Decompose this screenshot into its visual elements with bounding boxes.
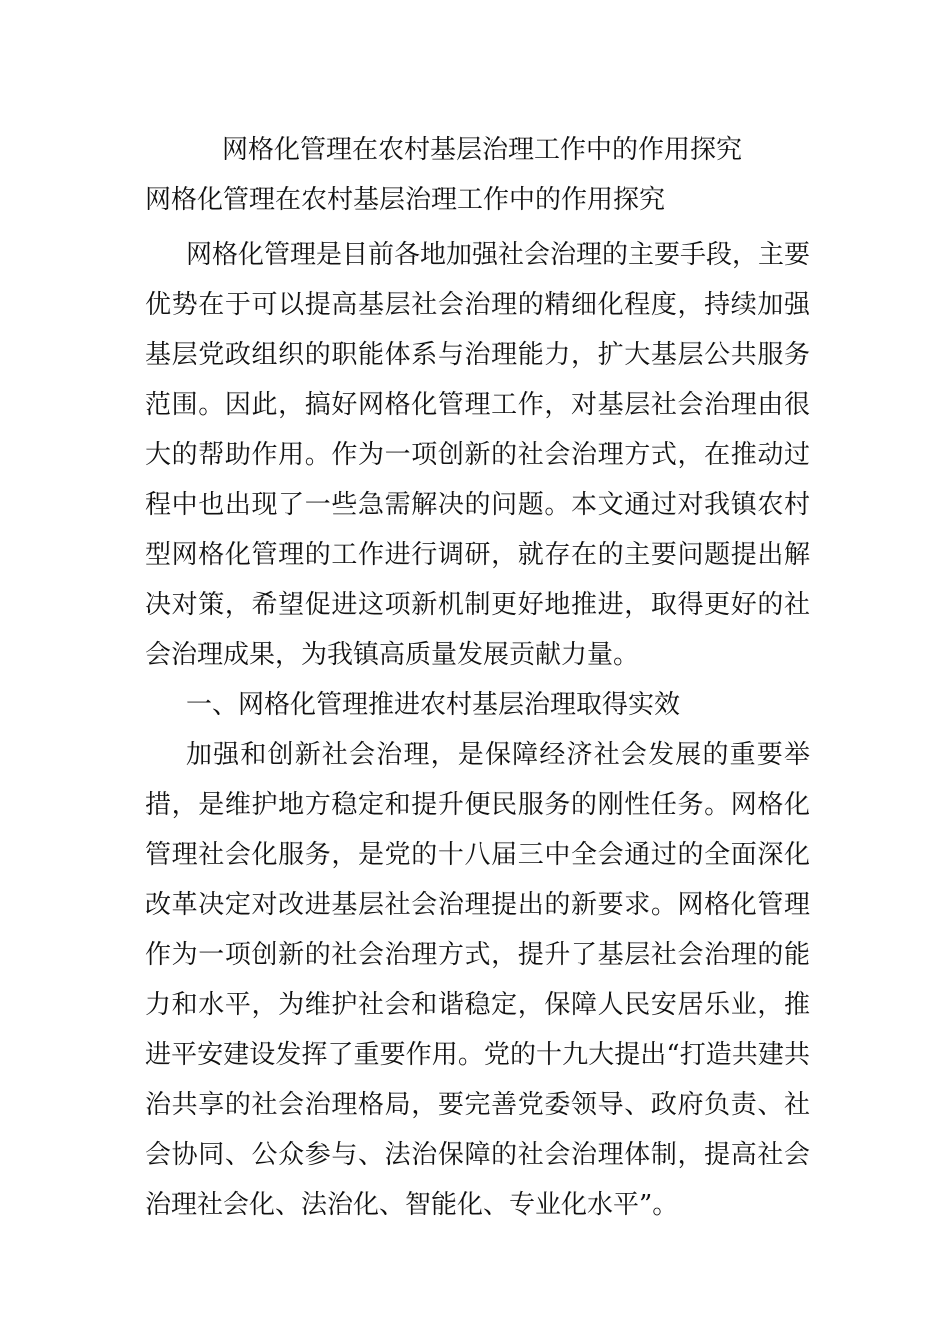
document-title-centered: 网格化管理在农村基层治理工作中的作用探究 xyxy=(222,135,743,165)
document-title-left: 网格化管理在农村基层治理工作中的作用探究 xyxy=(145,185,666,215)
document-body xyxy=(145,230,810,1230)
paragraph-intro: 网格化管理是目前各地加强社会治理的主要手段，主要优势在于可以提高基层社会治理的精细化程度，持续加强基层党政组织的职能体系与治理能力，扩大基层公共服务范围。因此，搞好网格化管理工作，对基层社会治理由很大的帮助作用。作为一项创新的社会治理方式，在推动过程中也出现了一些急需解决的问题。本文通过对我镇农村型网格化管理的工作进行调研，就存在的主要问题提出解决对策，希望促进这项新机制更好地推进，取得更好的社会治理成果，为我镇高质量发展贡献力量。 xyxy=(145,240,811,670)
section-heading: 一、网格化管理推进农村基层治理取得实效 xyxy=(186,690,681,720)
paragraph-section-1: 加强和创新社会治理，是保障经济社会发展的重要举措，是维护地方稳定和提升便民服务的刚性任务。网格化管理社会化服务，是党的十八届三中全会通过的全面深化改革决定对改进基层社会治理提出的新要求。网格化管理作为一项创新的社会治理方式，提升了基层社会治理的能力和水平，为维护社会和谐稳定，保障人民安居乐业，推进平安建设发挥了重要作用。党的十九大提出“打造共建共治共享的社会治理格局，要完善党委领导、政府负责、社会协同、公众参与、法治保障的社会治理体制，提高社会治理社会化、法治化、智能化、专业化水平”。 xyxy=(145,740,810,1220)
